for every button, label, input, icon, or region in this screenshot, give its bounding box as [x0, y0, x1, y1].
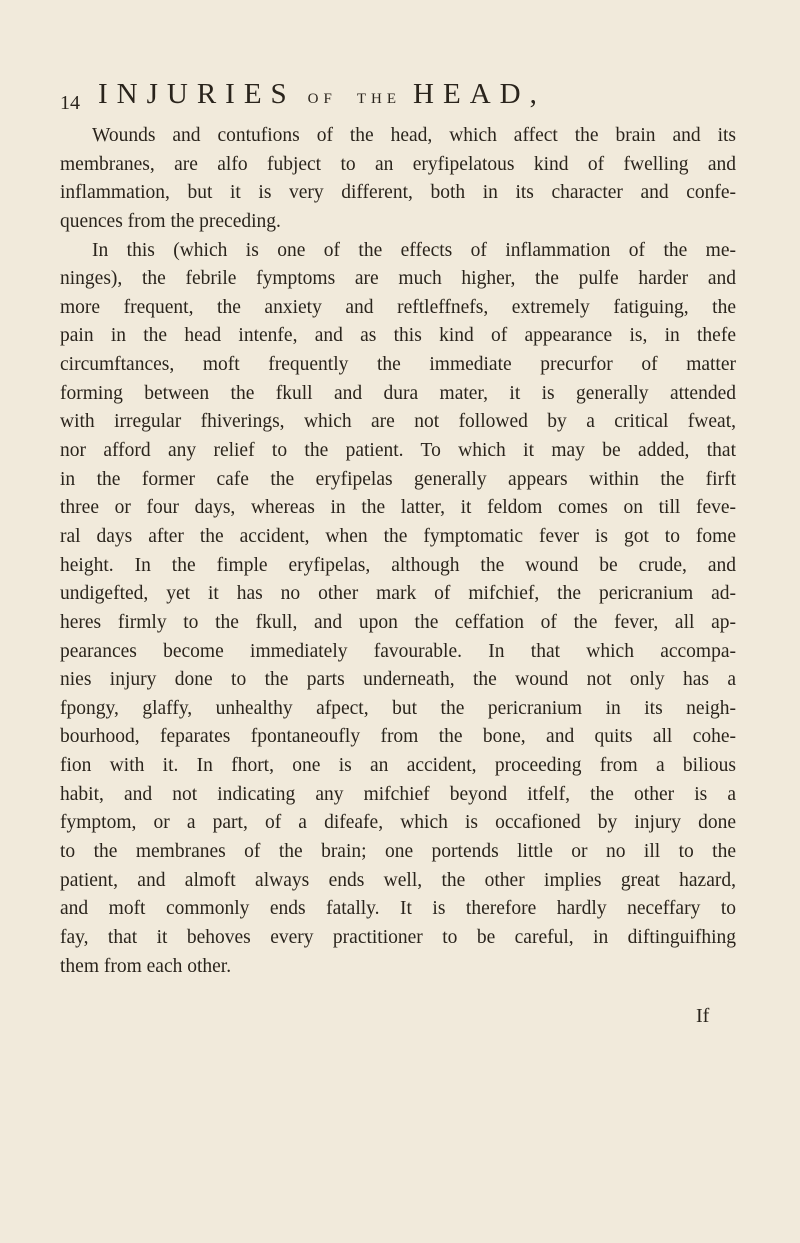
text-line: them from each other.: [60, 955, 232, 977]
text-line: ninges), the febrile fymptoms are much higher, the pulfe harder and: [60, 268, 736, 290]
text-line: Wounds and contufions of the head, which affect the brain and its: [92, 125, 736, 146]
text-line: In this (which is one of the effects of inflammation of the me-: [92, 239, 736, 261]
text-line: quences from the preceding.: [60, 210, 281, 232]
text-line: pain in the head intenfe, and as this kind of appearance is, in thefe: [60, 325, 736, 347]
text-line: fymptom, or a part, of a difeafe, which is occafioned by injury done: [60, 812, 736, 834]
text-line: fion with it. In fhort, one is an accident, proceeding from a bilious: [60, 755, 736, 777]
text-line: fay, that it behoves every practitioner to be careful, in diftinguifhing: [60, 926, 736, 948]
text-line: bourhood, feparates fpontaneoufly from the bone, and quits all cohe-: [60, 726, 736, 748]
text-line: nor afford any relief to the patient. To which it may be added, that: [60, 440, 736, 462]
text-line: heres firmly to the fkull, and upon the ceffation of the fever, all ap-: [60, 611, 736, 633]
title-word-head: HEAD,: [413, 78, 546, 110]
text-line: patient, and almoft always ends well, the other implies great hazard,: [60, 869, 736, 891]
text-line: pearances become immediately favourable. In that which accompa-: [60, 640, 736, 662]
paragraph-2: [60, 237, 736, 982]
running-head: [60, 78, 740, 124]
text-line: ral days after the accident, when the fymptomatic fever is got to fome: [60, 525, 736, 547]
text-line: forming between the fkull and dura mater, it is generally attended: [60, 382, 736, 404]
text-line: circumftances, moft frequently the immediate precurfor of matter: [60, 354, 736, 376]
text-line: habit, and not indicating any mifchief beyond itfelf, the other is a: [60, 783, 736, 805]
text-line: fpongy, glaffy, unhealthy afpect, but the pericranium in its neigh-: [60, 697, 736, 719]
text-line: with irregular fhiverings, which are not followed by a critical fweat,: [60, 411, 736, 433]
text-line: more frequent, the anxiety and reftleffnefs, extremely fatiguing, the: [60, 296, 736, 318]
paragraph-1: [60, 122, 736, 237]
catchword: If: [696, 1005, 710, 1027]
text-line: undigefted, yet it has no other mark of mifchief, the pericranium ad-: [60, 583, 736, 605]
title-word-injuries: INJURIES: [98, 78, 296, 110]
running-title: [98, 78, 738, 111]
text-line: membranes, are alfo fubject to an eryfipelatous kind of fwelling and: [60, 153, 736, 175]
text-line: inflammation, but it is very different, both in its character and confe-: [60, 182, 736, 204]
text-line: and moft commonly ends fatally. It is therefore hardly neceffary to: [60, 898, 736, 920]
text-line: to the membranes of the brain; one portends little or no ill to the: [60, 841, 736, 863]
text-line: three or four days, whereas in the latter, it feldom comes on till feve-: [60, 497, 736, 519]
text-line: in the former cafe the eryfipelas generally appears within the firft: [60, 468, 736, 490]
title-word-the: THE: [356, 91, 402, 107]
title-word-of: OF: [307, 91, 337, 107]
body-text: [60, 122, 736, 981]
text-line: height. In the fimple eryfipelas, although the wound be crude, and: [60, 554, 736, 576]
page-number: 14: [60, 92, 80, 114]
text-line: nies injury done to the parts underneath, the wound not only has a: [60, 669, 736, 691]
